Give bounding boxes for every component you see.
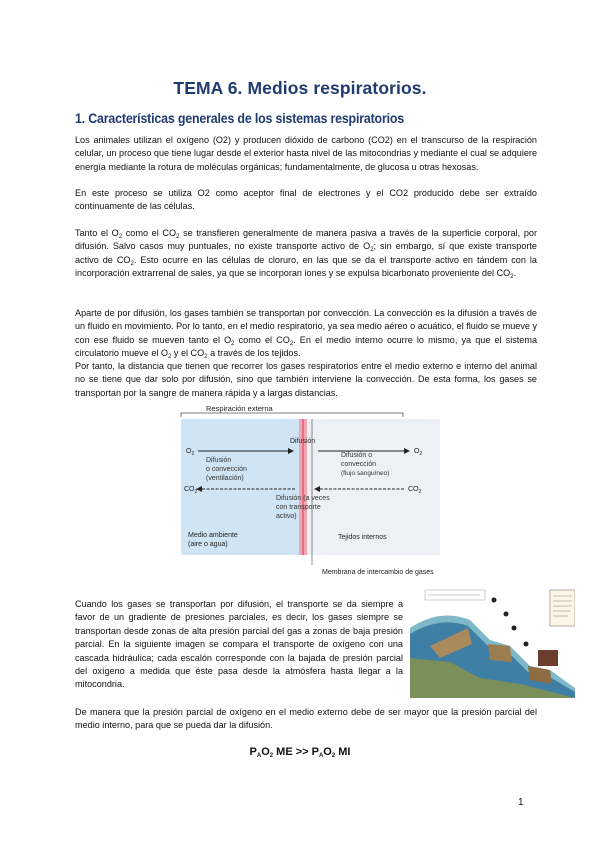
paragraph-4: Aparte de por difusión, los gases también se transportan por convección. La convección es la difusión a través de un fluido en movimiento. Por lo tanto, en el medio respiratorio, ya sea medio aéreo o acuático, el fluido se mueve y con ese fluido se mueven tanto el $O_2$ como el $CO_2$. En el medio interno ocurre lo mismo, ya que el sistema circulatorio mueve el $O_2$ y el $CO_2$ a través de los tejidos. — [75, 308, 538, 361]
right-box-line-1: Difusión o — [341, 452, 373, 459]
oxygen-cascade-illustration — [410, 588, 575, 698]
section-heading-1: 1. Características generales de los sistemas respiratorios — [75, 111, 404, 126]
callout-box — [550, 590, 575, 626]
external-respiration-bracket — [181, 413, 403, 417]
paragraph-1: Los animales utilizan el oxígeno (O2) y producen dióxido de carbono (CO2) en el transcurso de la respiración celular, un proceso que tiene lugar desde el exterior hasta nivel de las mitocondrias y mediante el cual se adquiere energía mediante la rotura de moléculas orgánicas; fundamentalmente, de glucosa u otras hexosas. — [75, 135, 537, 172]
external-respiration-label: Respiración externa — [206, 405, 273, 413]
building-icon — [538, 650, 558, 666]
page-title: TEMA 6. Medios respiratorios. — [173, 78, 427, 98]
paragraph-7: De manera que la presión parcial de oxígeno en el medio externo debe de ser mayor que la presión parcial del medio interno, para que se pueda dar la difusión. — [75, 707, 537, 731]
mid-text-line-3: activo) — [276, 513, 297, 520]
difusion-label: Difusión — [290, 438, 316, 445]
right-box-line-2: convección — [341, 461, 377, 468]
marker-dot-4 — [524, 642, 529, 647]
left-box-line-2: o convección — [206, 466, 247, 473]
co2-right-label: $CO_2$ — [408, 486, 422, 495]
ambient-label-line-1: Medio ambiente — [188, 532, 238, 539]
o2-right-label: $O_2$ — [414, 448, 423, 457]
left-box-line-1: Difusión — [206, 457, 232, 464]
co2-left-label: $CO_2$ — [184, 486, 198, 495]
right-box-line-3: (flujo sanguíneo) — [341, 470, 390, 477]
mid-text-line-1: Difusión (a veces — [276, 495, 330, 502]
left-box-line-3: (ventilación) — [206, 475, 244, 482]
marker-dot-2 — [504, 612, 509, 617]
o2-left-label: $O_2$ — [186, 448, 195, 457]
gas-exchange-diagram — [178, 405, 440, 581]
partial-pressure-formula: $P_AO_2$ ME >> $P_AO_2$ MI — [249, 746, 351, 759]
paragraph-6: Cuando los gases se transportan por difusión, el transporte se da siempre a favor de un gradiente de presiones parciales, es decir, los gases siempre se transportan desde zonas de alta presión parcial del gas a zonas de baja presión parcial. En la siguiente imagen se compara el transporte de oxígeno con una cascada hidráulica; cada escalón corresponde con la bajada de presión parcial del oxígeno a medida que éste pasa desde la atmósfera hasta llegar a la mitocondria. — [75, 599, 403, 690]
membrane-label: Membrana de intercambio de gases — [322, 569, 434, 576]
paragraph-5: Por tanto, la distancia que tienen que recorrer los gases respiratorios entre el medio externo e interno del animal no se tiene que dar solo por difusión, sino que también interviene la convección. De esta forma, los gases se transportan por la sangre de manera rápida y a largas distancias. — [75, 361, 537, 398]
page-number: 1 — [518, 797, 524, 808]
paragraph-2: En este proceso se utiliza O2 como aceptor final de electrones y el CO2 producido debe ser extraído continuamente de las células. — [75, 188, 537, 212]
mid-text-line-2: con transporte — [276, 504, 321, 511]
marker-dot-1 — [492, 598, 497, 603]
paragraph-3: Tanto el $O_2$ como el $CO_2$ se transfieren generalmente de manera pasiva a través de la superficie corporal, por difusión. Salvo casos muy puntuales, no existe transporte activo de $O_2$; sin embargo, sí que existe transporte activo de $CO_2$. Esto ocurre en las células de cloruro, en las que se da el transporte activo en tándem con la incorporación extrarrenal de sales, ya que se incorporan iones y se expulsa bicarbonato proveniente del $CO_2$. — [75, 228, 537, 281]
marker-dot-3 — [512, 626, 517, 631]
tissue-label: Tejidos internos — [338, 534, 387, 541]
ambient-label-line-2: (aire o agua) — [188, 541, 228, 548]
rock-step-2 — [488, 644, 512, 662]
